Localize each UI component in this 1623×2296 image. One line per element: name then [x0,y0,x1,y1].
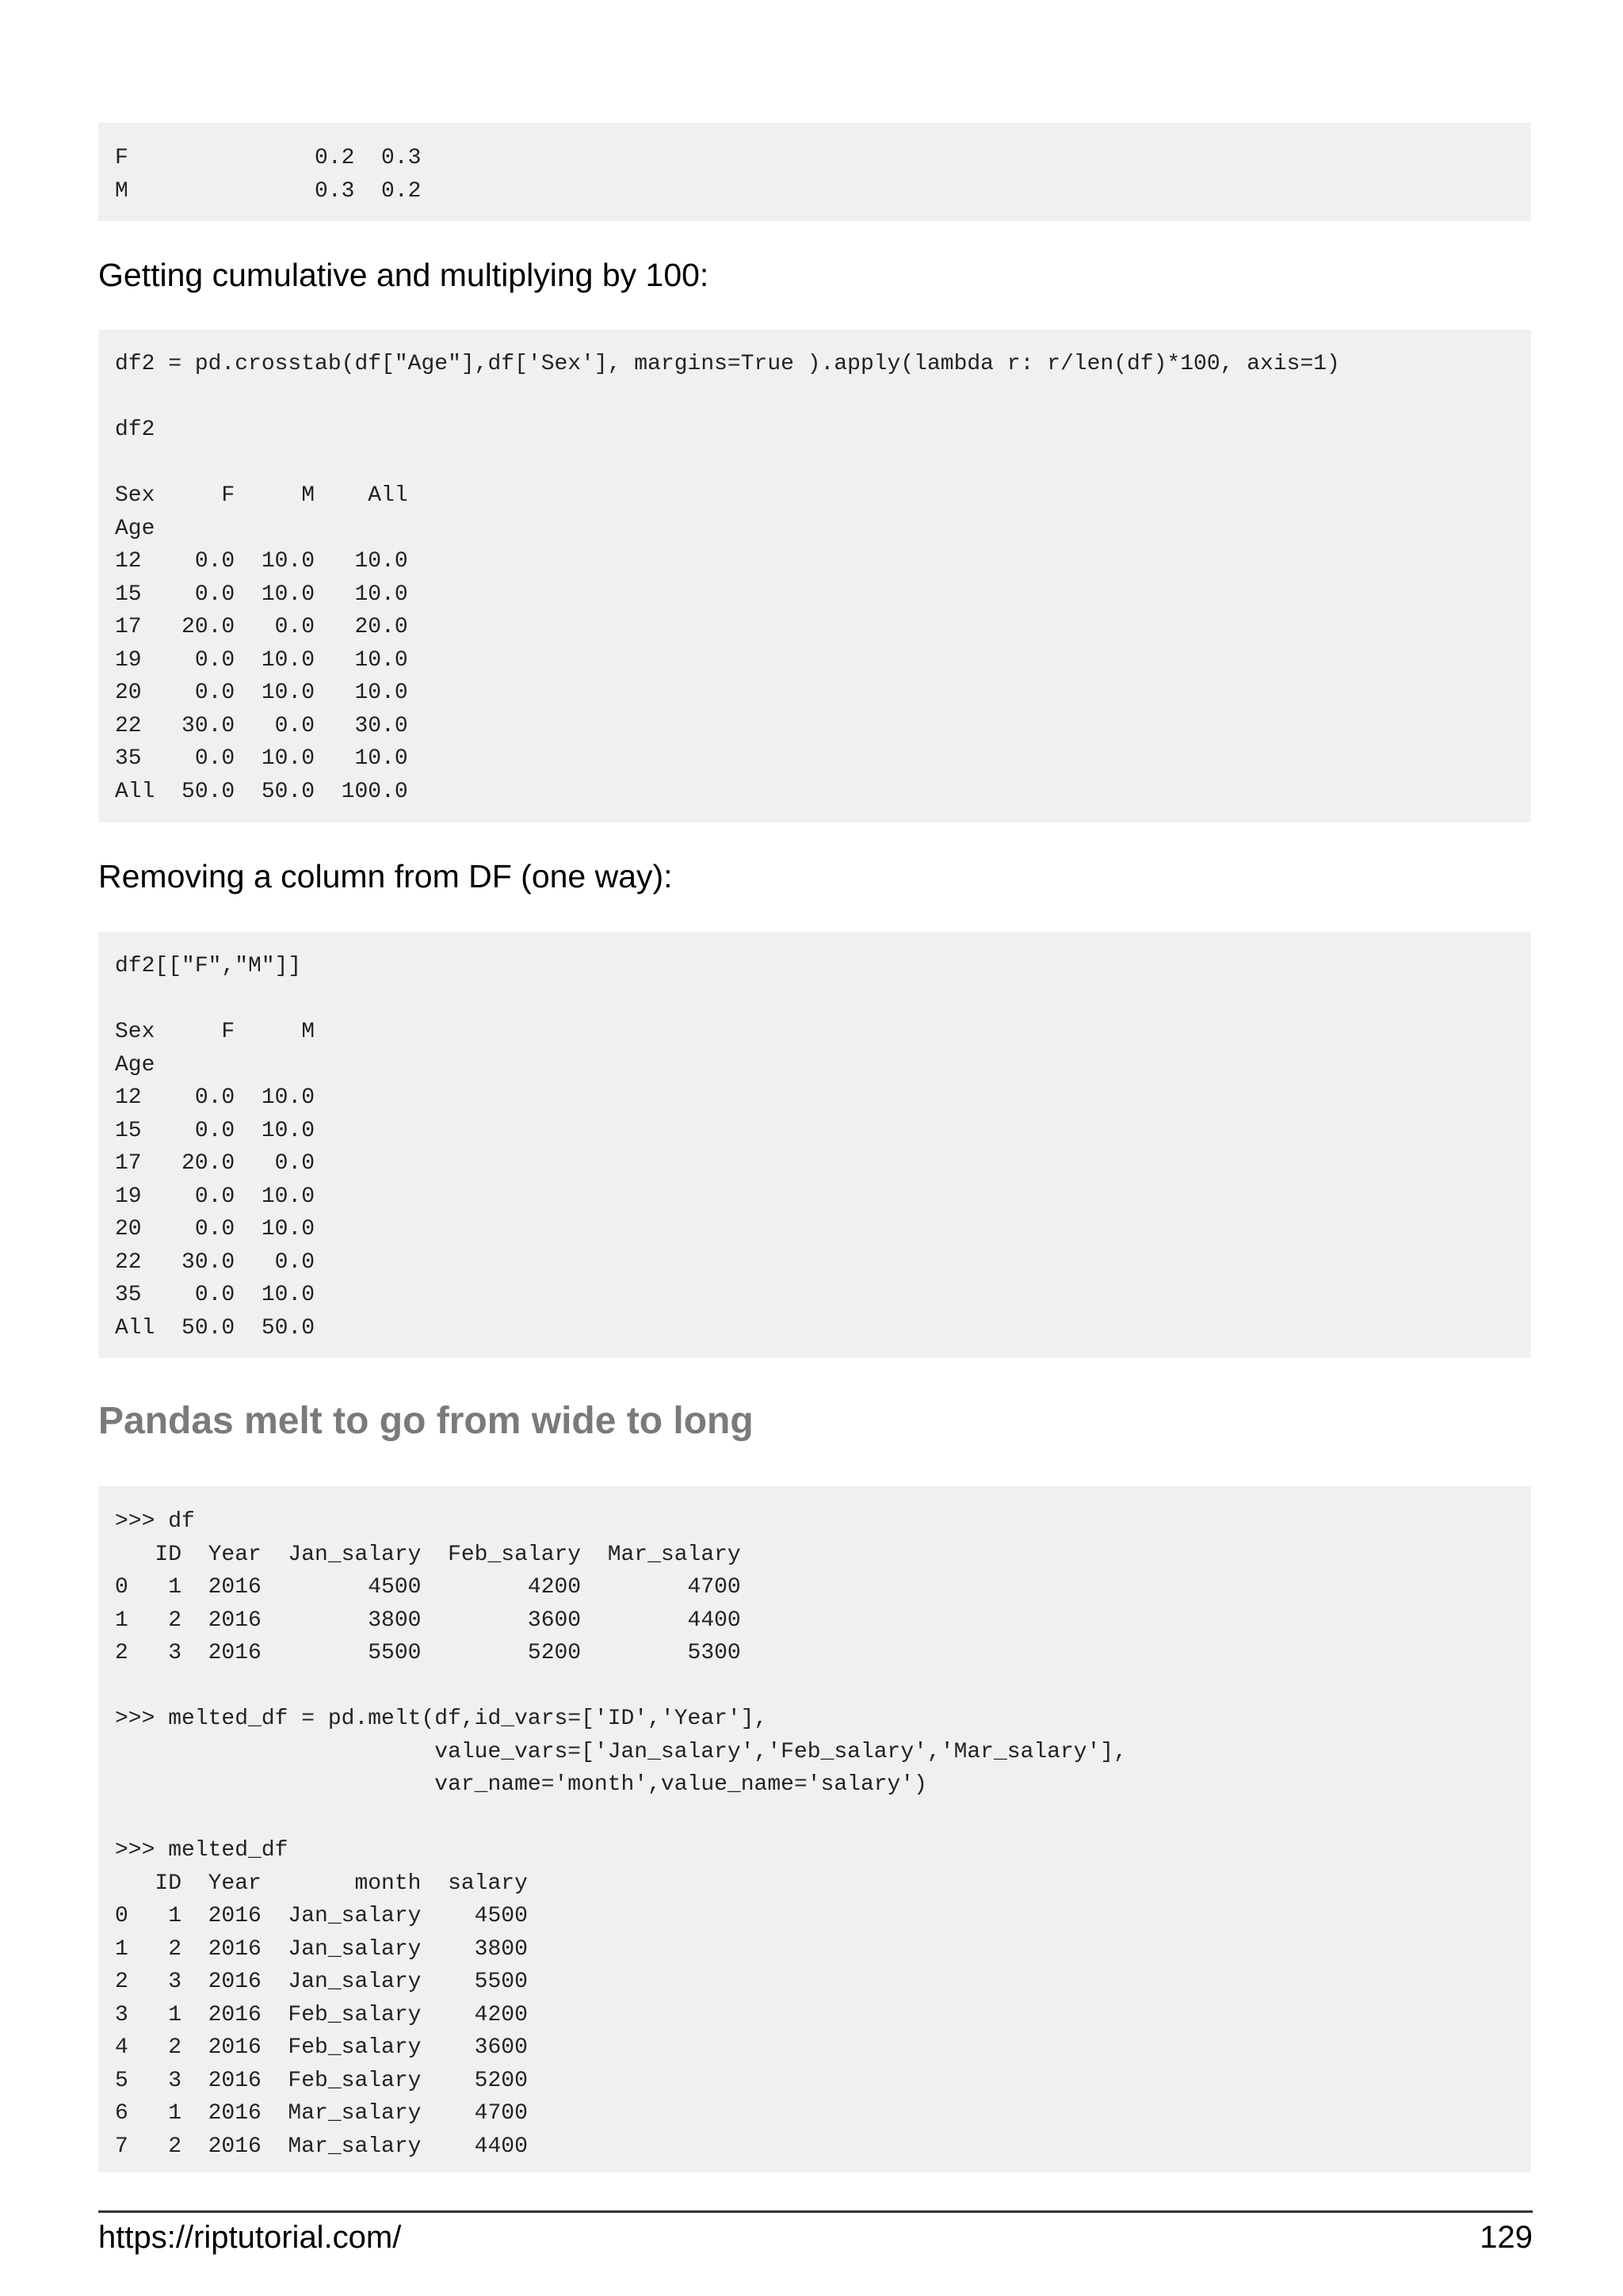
code-block-melt-example [98,1486,1531,2172]
footer-url: https://riptutorial.com/ [98,2220,402,2255]
paragraph-cumulative: Getting cumulative and multiplying by 100: [98,257,709,293]
code-text: df2[["F","M"]] Sex F M Age 12 0.0 10.0 15 0.0 10.0 17 20.0 0.0 19 0.0 10.0 20 0.0 10.0 22 30.0 0.0 35 0.0 10.0 All 50.0 50.0 [115,954,315,1341]
code-text: df2 = pd.crosstab(df["Age"],df['Sex'], margins=True ).apply(lambda r: r/len(df)*100, axis=1) df2 Sex F M All Age 12 0.0 10.0 10.0 15 0.0 10.0 10.0 17 20.0 0.0 20.0 19 0.0 10.0 10.0 20 0.0 10.0 10.0 22 30.0 0.0 30.0 35 0.0 10.0 10.0 All 50.0 50.0 100.0 [115,352,1340,804]
code-text: F 0.2 0.3 M 0.3 0.2 [115,146,422,204]
code-block-select-columns [98,932,1531,1358]
footer-page-number: 129 [1480,2220,1533,2255]
paragraph-remove-column: Removing a column from DF (one way): [98,858,673,894]
code-block-crosstab-percent [98,330,1531,822]
code-text: >>> df ID Year Jan_salary Feb_salary Mar_salary 0 1 2016 4500 4200 4700 1 2 2016 3800 3600 4400 2 3 2016 5500 5200 5300 >>> melted_df = pd.melt(df,id_vars=['ID','Year'], value_vars=['Jan_salary','Feb_salary','Mar_salary'], var_name='month',value_name='salary') >>> melted_df ID Year month salary 0 1 2016 Jan_salary 4500 1 2 2016 Jan_salary 3800 2 3 2016 Jan_salary 5500 3 1 2016 Feb_salary 4200 4 2 2016 Feb_salary 3600 5 3 2016 Feb_salary 5200 6 1 2016 Mar_salary 4700 7 2 2016 Mar_salary 4400 [115,1509,1128,2159]
footer-divider [98,2210,1533,2213]
section-heading-melt: Pandas melt to go from wide to long [98,1400,754,1442]
code-block-proportions-output [98,123,1531,221]
